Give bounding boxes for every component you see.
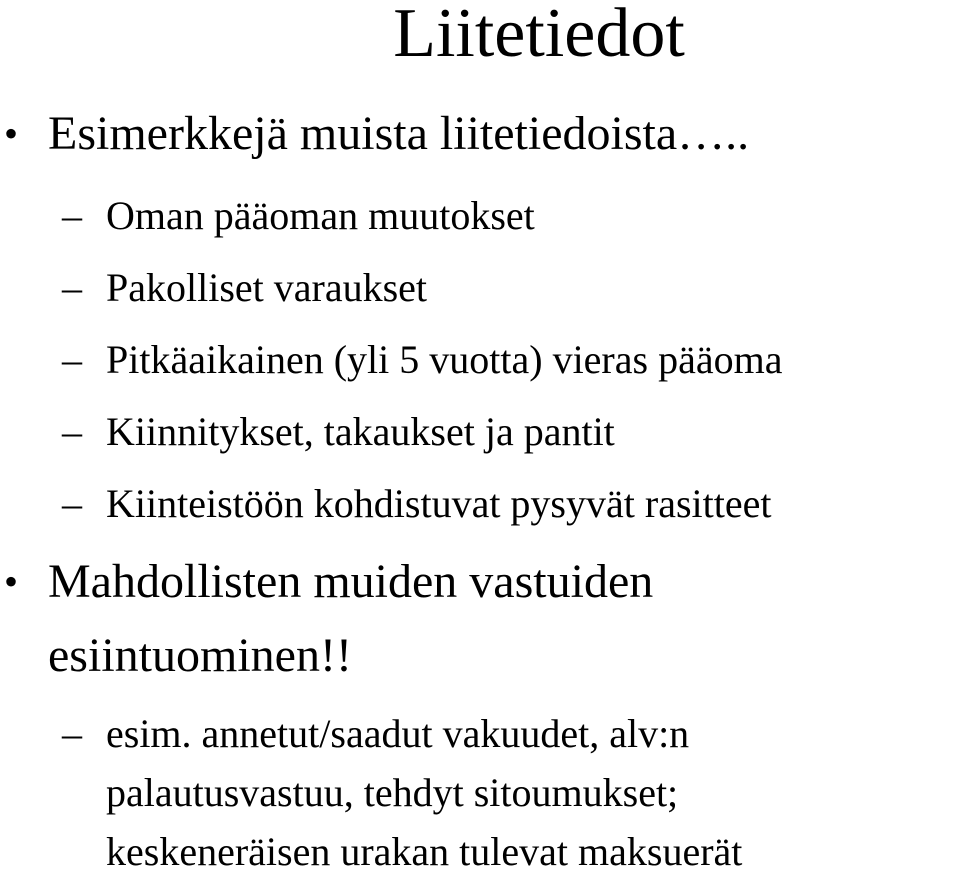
dash-marker: –: [62, 193, 82, 238]
sub-item-text: Oman pääoman muutokset: [106, 193, 535, 238]
dash-marker: –: [62, 481, 82, 526]
sub-item-text: Kiinnitykset, takaukset ja pantit: [106, 409, 615, 454]
sub-item-continuation: keskeneräisen urakan tulevat maksuerät: [106, 829, 743, 874]
bullet-item: [4, 100, 750, 168]
bullet-item: [4, 548, 654, 616]
sub-item-text: Pakolliset varaukset: [106, 265, 428, 310]
bullet-marker: •: [4, 559, 19, 604]
sub-item: [62, 406, 615, 458]
dash-marker: –: [62, 337, 82, 382]
dash-marker: –: [62, 265, 82, 310]
sub-item: [62, 262, 428, 314]
dash-marker: –: [62, 409, 82, 454]
slide-title: Liitetiedot: [393, 0, 685, 72]
sub-item: [62, 478, 772, 530]
sub-item-text: esim. annetut/saadut vakuudet, alv:n: [106, 711, 690, 756]
sub-item-continuation: palautusvastuu, tehdyt sitoumukset;: [106, 770, 679, 815]
sub-item-text: Pitkäaikainen (yli 5 vuotta) vieras pääoma: [106, 337, 783, 382]
bullet-text: Mahdollisten muiden vastuiden: [48, 555, 654, 608]
bullet-marker: •: [4, 111, 19, 156]
sub-item: [62, 190, 535, 242]
sub-item-text: Kiinteistöön kohdistuvat pysyvät rasitteet: [106, 481, 772, 526]
sub-item: [62, 334, 783, 386]
dash-marker: –: [62, 711, 82, 756]
bullet-text: Esimerkkejä muista liitetiedoista…..: [48, 107, 750, 160]
bullet-text-continuation: esiintuominen!!: [48, 629, 352, 682]
sub-item: [62, 708, 690, 760]
